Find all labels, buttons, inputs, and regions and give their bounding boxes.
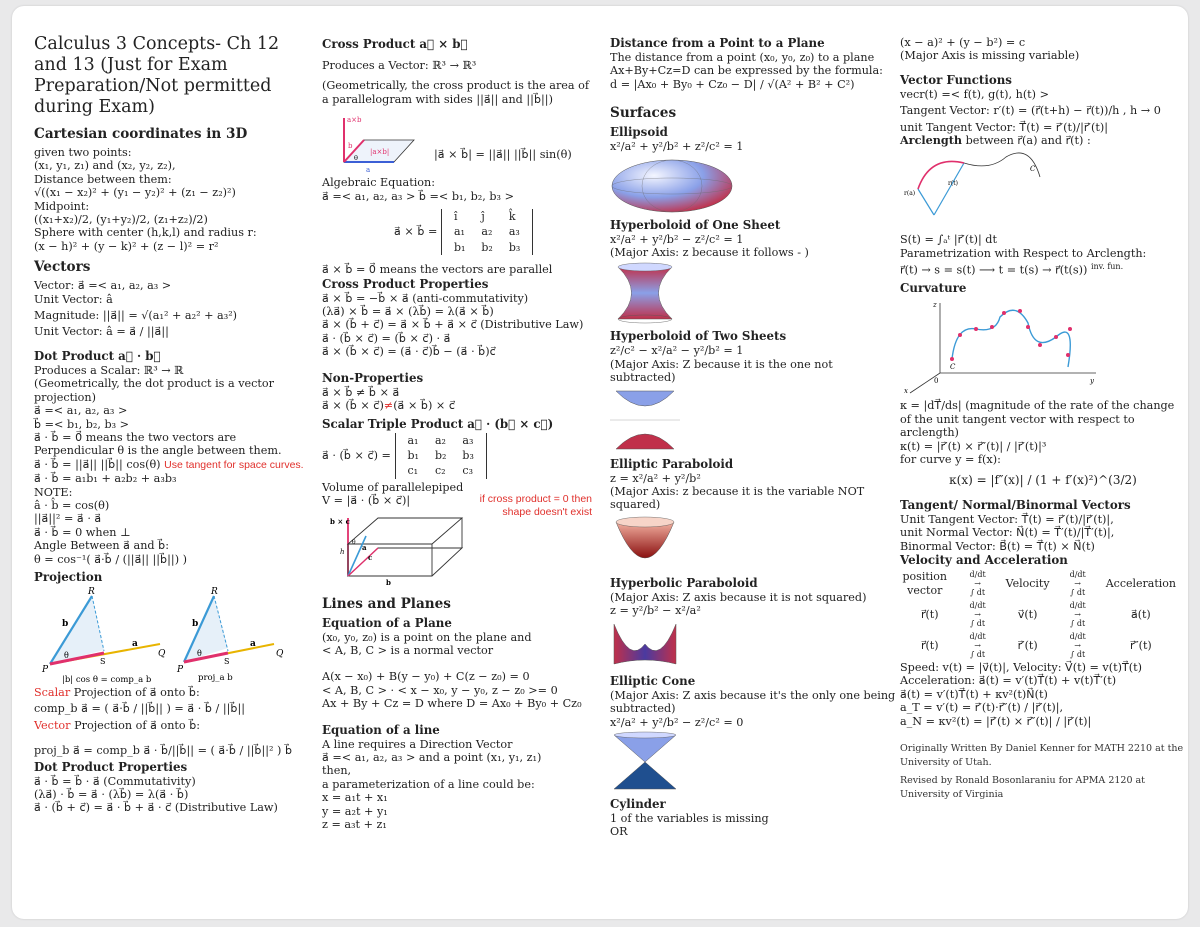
vector-functions-heading: Vector Functions	[900, 72, 1012, 87]
column-1	[34, 34, 304, 815]
arclength-line	[900, 134, 1186, 147]
fig-label-area: |a×b|	[370, 148, 390, 157]
line-line: a⃗ =< a₁, a₂, a₃ > and a point (x₁, y₁, z₁)	[322, 750, 542, 764]
vectors-heading: Vectors	[34, 259, 91, 276]
credit-line: Originally Written By Daniel Kenner for MATH 2210 at the University of Utah.	[900, 743, 1184, 769]
va-line: a_N = κv²(t) = |r⃗′(t) × r⃗″(t)| / |r⃗′(t)|	[900, 714, 1092, 728]
distance-formula: √((x₁ − x₂)² + (y₁ − y₂)² + (z₁ − z₂)²)	[34, 186, 236, 200]
int-label: ∫ dt	[970, 619, 986, 629]
curvature-fx-label: for curve y = f(x):	[900, 453, 1001, 467]
surface-equation: z = y²/b² − x²/a²	[610, 604, 701, 618]
fig-label-z: z	[933, 301, 937, 310]
line-equation-heading: Equation of a line	[322, 722, 440, 737]
parallelepiped-figure	[322, 514, 472, 586]
distance-formula: d = |Ax₀ + By₀ + Cz₀ − D| / √(A² + B² + C²)	[610, 77, 855, 91]
credits	[900, 742, 1186, 802]
dot-line: a⃗ · b⃗ = a₁b₁ + a₂b₂ + a₃b₃	[34, 472, 177, 486]
fig-label-S: S	[100, 656, 106, 666]
vf-line: unit Tangent Vector: T⃗(t) = r⃗′(t)/|r⃗′(t)|	[900, 120, 1108, 134]
dot-line: b⃗ =< b₁, b₂, b₃ >	[34, 417, 130, 431]
fig-caption-proj: proj_a b	[198, 672, 233, 683]
surface-description: (Major Axis: Z axis because it is not squared)	[610, 590, 867, 604]
ddt-label: d/dt	[1069, 632, 1086, 642]
lines-planes-heading: Lines and Planes	[322, 595, 451, 612]
plane-line: Ax + By + Cz = D where D = Ax₀ + By₀ + Cz₀	[322, 697, 582, 711]
va-label: Velocity	[1005, 576, 1050, 590]
dot-line: a⃗ · b⃗ = 0⃗ means the two vectors are	[34, 430, 237, 444]
det-cell: î	[453, 210, 458, 224]
line-line: z = a₃t + z₁	[322, 818, 387, 831]
sphere-formula: (x − h)² + (y − k)² + (z − l)² = r²	[34, 239, 219, 253]
fig-label-a: a	[250, 638, 256, 649]
fig-label-S: S	[224, 656, 230, 666]
fig-label-b: b	[192, 618, 199, 629]
fig-label-P: P	[42, 664, 49, 675]
fig-label-theta: θ	[197, 648, 202, 658]
plane-line: A(x − x₀) + B(y − y₀) + C(z − z₀) = 0	[322, 670, 530, 684]
projection-heading: Projection	[34, 569, 103, 584]
cylinder-equation: (x − a)² + (y − b²) = c	[900, 36, 1026, 49]
fig-label-b: b	[348, 142, 353, 151]
cartesian-line: Midpoint:	[34, 199, 90, 213]
dot-product-heading: Dot Product a⃗ · b⃗	[34, 348, 161, 363]
dot-line: ||a⃗||² = a⃗ · a⃗	[34, 512, 102, 526]
fig-label-ra: r(a)	[904, 190, 916, 198]
scalar-word: Scalar	[34, 685, 71, 699]
cross-property-line: (λa⃗) × b⃗ = a⃗ × (λb⃗) = λ(a⃗ × b⃗)	[322, 305, 494, 319]
fig-label-b: b	[386, 577, 391, 586]
ddt-label: d/dt	[969, 632, 986, 642]
surface-description: (Major Axis: z because it follows - )	[610, 246, 809, 260]
algebraic-label: Algebraic Equation:	[322, 176, 436, 190]
cross-geometric: (Geometrically, the cross product is the area of a parallelogram with sides ||a⃗|| and ||b⃗||)	[322, 79, 590, 106]
projection-figure-scalar	[41, 587, 166, 684]
volume-label: Volume of parallelepiped	[322, 480, 464, 494]
det-matrix	[395, 433, 487, 479]
vectors-section	[34, 279, 304, 339]
tnb-line: Binormal Vector: B⃗(t) = T⃗(t) × N⃗(t)	[900, 539, 1095, 553]
ellipsoid-figure	[610, 156, 740, 214]
fig-caption-comp: |b| cos θ = comp_a b	[62, 674, 152, 684]
det-cell: c₂	[434, 464, 446, 478]
non-prop-a: a⃗ × (b⃗ × c⃗)	[322, 399, 384, 413]
dot-property-line: a⃗ · (b⃗ + c⃗) = a⃗ · b⃗ + a⃗ · c⃗ (Distributive Law)	[34, 801, 278, 815]
arclength-param	[900, 260, 1186, 277]
fig-label-R: R	[211, 586, 218, 597]
va-line: Speed: v(t) = |v⃗(t)|, Velocity: V⃗(t) = v(t)T⃗(t)	[900, 661, 1143, 675]
plane-line: < A, B, C > · < x − x₀, y − y₀, z − z₀ >= 0	[322, 683, 558, 697]
vf-line: vecr(t) =< f(t), g(t), h(t) >	[900, 87, 1049, 101]
algebraic-vectors: a⃗ =< a₁, a₂, a₃ > b⃗ =< b₁, b₂, b₃ >	[322, 189, 514, 203]
det-lhs: a⃗ × b⃗ =	[394, 225, 438, 239]
va-cell: v⃗(t)	[1017, 607, 1038, 621]
dot-line: a⃗ · b⃗ = 0 when ⊥	[34, 525, 131, 539]
vector-line: Magnitude: ||a⃗|| = √(a₁² + a₂² + a₃²)	[34, 309, 238, 323]
elliptic-cone-figure	[610, 731, 680, 793]
dot-properties-heading: Dot Product Properties	[34, 759, 188, 774]
cross-product-heading: Cross Product a⃗ × b⃗	[322, 37, 468, 51]
arclength-word: Arclength	[900, 133, 963, 148]
dot-property-line: a⃗ · b⃗ = b⃗ · a⃗ (Commutativity)	[34, 774, 196, 788]
fig-label-C: C	[950, 363, 956, 372]
volume-formula: V = |a⃗ · (b⃗ × c⃗)|	[322, 494, 411, 508]
tnb-line: Unit Tangent Vector: T⃗(t) = r⃗′(t)/|r⃗′(t)|,	[900, 512, 1114, 526]
fig-label-Q: Q	[276, 648, 284, 659]
cross-property-line: a⃗ × (b⃗ × c⃗) = (a⃗ · c⃗)b⃗ − (a⃗ · b⃗)c⃗	[322, 345, 496, 359]
fig-label-h: h	[340, 547, 345, 556]
cheat-sheet-page	[12, 6, 1188, 919]
va-cell: r⃗′(t)	[1017, 638, 1038, 652]
fig-label-y: y	[1090, 377, 1094, 386]
scalar-projection-line	[34, 686, 304, 699]
vector-line: Unit Vector: â	[34, 292, 113, 306]
det-cell: b₂	[481, 240, 493, 254]
curvature-formula: κ(t) = |r⃗′(t) × r⃗″(t)| / |r⃗′(t)|³	[900, 439, 1047, 453]
ddt-label: d/dt	[1069, 570, 1086, 580]
det-cell: a₁	[407, 433, 419, 447]
va-cell: a⃗(t)	[1130, 607, 1151, 621]
elliptic-paraboloid-figure	[610, 514, 680, 572]
dot-line: a⃗ =< a₁, a₂, a₃ >	[34, 404, 128, 418]
distance-text: The distance from a point (x₀, y₀, z₀) to a plane Ax+By+Cz=D can be expressed by the formula:	[610, 51, 883, 78]
va-line: a_T = v′(t) = r⃗′(t)·r⃗″(t) / |r⃗′(t)|,	[900, 701, 1064, 715]
cross-property-line: a⃗ · (b⃗ × c⃗) = (b⃗ × c⃗) · a⃗	[322, 331, 451, 345]
va-line: a⃗(t) = v′(t)T⃗(t) + κv²(t)N⃗(t)	[900, 687, 1048, 701]
vector-projection-formula: proj_b a⃗ = comp_b a⃗ · b⃗/||b⃗|| = ( a⃗·b⃗ / ||b⃗||² ) b⃗	[34, 744, 293, 758]
cylinder-description: (Major Axis is missing variable)	[900, 49, 1080, 63]
det-cell: b₁	[407, 448, 419, 462]
va-cell: r⃗(t)	[920, 638, 939, 652]
cross-magnitude: |a⃗ × b⃗| = ||a⃗|| ||b⃗|| sin(θ)	[434, 148, 572, 162]
column-4	[900, 36, 1186, 802]
int-label: ∫ dt	[970, 650, 986, 660]
volume-block	[322, 480, 594, 518]
ddt-label: d/dt	[969, 570, 986, 580]
distance-heading: Distance from a Point to a Plane	[610, 36, 825, 50]
det-cell: b₃	[508, 240, 521, 254]
velocity-acceleration-heading: Velocity and Acceleration	[900, 553, 1068, 568]
plane-line: (x₀, y₀, z₀) is a point on the plane and	[322, 630, 532, 644]
int-label: ∫ dt	[1070, 619, 1086, 629]
tnb-line: unit Normal Vector: N⃗(t) = T⃗′(t)/|T⃗′(t)|,	[900, 526, 1115, 540]
surface-description: (Major Axis: z because it is the variable NOT squared)	[610, 485, 865, 512]
non-prop-b: (a⃗ × b⃗) × c⃗	[393, 399, 455, 413]
surface-equation: z = x²/a² + y²/b²	[610, 471, 701, 485]
vf-line: Tangent Vector: r′(t) = (r⃗(t+h) − r⃗(t))/h , h → 0	[900, 104, 1161, 118]
velocity-acceleration-table: position vector d/dt → ∫ dt Velocity d/dt → ∫ dt Acceleration r⃗(t) d/dt → ∫ dt v⃗(t) d/dt → ∫ dt a⃗(t) r⃗(t) d/dt → ∫ dt r⃗′(t) d/dt → ∫ dt r⃗″(t)	[900, 568, 1186, 661]
line-line: a parameterization of a line could be:	[322, 777, 535, 791]
det-cell: a₃	[508, 225, 520, 239]
cartesian-line: Sphere with center (h,k,l) and radius r:	[34, 226, 257, 240]
arclength-param-formula: r⃗(t) → s = s(t) ⟶ t = t(s) → r⃗(t(s))	[900, 263, 1088, 277]
curvature-def: κ = |dT⃗/ds| (magnitude of the rate of the change of the unit tangent vector with respect to arclength)	[900, 399, 1175, 440]
surface-name: Hyperboloid of One Sheet	[610, 217, 781, 232]
int-label: ∫ dt	[970, 588, 986, 598]
det-cell: a₂	[481, 225, 493, 239]
curvature-heading: Curvature	[900, 281, 967, 296]
cross-parallel: a⃗ × b⃗ = 0⃗ means the vectors are parallel	[322, 263, 553, 277]
hyperbolic-paraboloid-figure	[610, 620, 680, 670]
fig-label-P: P	[177, 664, 184, 675]
fig-label-theta: θ	[64, 650, 69, 660]
fig-label-theta: θ	[354, 154, 358, 163]
dot-cos-line	[34, 458, 304, 472]
cross-property-line: a⃗ × (b⃗ + c⃗) = a⃗ × b⃗ + a⃗ × c⃗ (Distributive Law)	[322, 318, 584, 332]
cross-produces: Produces a Vector: ℝ³ → ℝ³	[322, 59, 477, 72]
line-line: y = a₂t + y₁	[322, 804, 388, 818]
dot-line: NOTE:	[34, 485, 73, 499]
surface-equation: z²/c² − x²/a² − y²/b² = 1	[610, 344, 744, 358]
det-cell: b₃	[462, 448, 474, 462]
column-3	[610, 36, 896, 839]
triple-note: if cross product = 0 then shape doesn't exist	[479, 492, 592, 518]
surface-equation: x²/a² + y²/b² − z²/c² = 1	[610, 232, 744, 246]
vector-line: Unit Vector: â = a⃗ / ||a⃗||	[34, 325, 169, 339]
det-cell: k̂	[508, 210, 516, 224]
surface-or: OR	[610, 825, 628, 839]
dot-line: θ = cos⁻¹( a⃗·b⃗ / (||a⃗|| ||b⃗||) )	[34, 552, 187, 566]
triple-product-heading: Scalar Triple Product a⃗ · (b⃗ × c⃗)	[322, 416, 554, 431]
tnb-heading: Tangent/ Normal/Binormal Vectors	[900, 497, 1131, 512]
non-property-line	[322, 399, 594, 412]
surface-name: Cylinder	[610, 796, 666, 811]
scalar-projection-formula: comp_b a⃗ = ( a⃗·b⃗ / ||b⃗|| ) = a⃗ · b⃗ / ||b⃗||	[34, 702, 246, 716]
fig-label-x: x	[904, 387, 908, 396]
int-label: ∫ dt	[1070, 588, 1086, 598]
page-title: Calculus 3 Concepts- Ch 12 and 13 (Just for Exam Preparation/Not permitted during Exam)	[34, 34, 280, 117]
det-cell: a₁	[453, 225, 465, 239]
det-cell: b₁	[453, 240, 466, 254]
dot-line: Angle Between a⃗ and b⃗:	[34, 539, 169, 553]
vector-line: Vector: a⃗ =< a₁, a₂, a₃ >	[34, 279, 172, 293]
non-prop-neq: ≠	[383, 399, 394, 413]
arclength-figure	[900, 149, 1050, 229]
vector-projection-line	[34, 719, 304, 732]
cartesian-line: (x₁, y₁, z₁) and (x₂, y₂, z₂),	[34, 159, 176, 173]
det-cell: ĵ	[481, 210, 485, 224]
plane-equation-heading: Equation of a Plane	[322, 615, 452, 630]
cartesian-line: given two points:	[34, 146, 132, 159]
fig-label-bxc: b × c	[330, 516, 350, 526]
plane-line: < A, B, C > is a normal vector	[322, 643, 494, 657]
non-properties-heading: Non-Properties	[322, 370, 424, 385]
surface-description: (Major Axis: Z because it is the one not subtracted)	[610, 357, 833, 385]
hyperboloid-one-sheet-figure	[610, 261, 680, 325]
ddt-label: d/dt	[1069, 601, 1086, 611]
fig-label-c: c	[368, 552, 373, 562]
fig-label-R: R	[88, 586, 95, 597]
scalar-rest: Projection of a⃗ onto b⃗:	[73, 685, 200, 699]
curvature-figure	[900, 297, 1100, 397]
surface-name: Ellipsoid	[610, 125, 668, 140]
surface-description: (Major Axis: Z axis because it's the only one being subtracted)	[610, 688, 896, 716]
hyperboloid-two-sheets-figure	[610, 387, 680, 453]
surface-name: Hyperboloid of Two Sheets	[610, 329, 787, 344]
cross-determinant	[394, 209, 594, 255]
arclength-param-label: Parametrization with Respect to Arclength:	[900, 246, 1147, 260]
cross-product-figure	[322, 110, 422, 178]
ddt-label: d/dt	[969, 601, 986, 611]
det-cell: b₂	[434, 448, 447, 462]
triple-determinant	[322, 433, 594, 479]
inv-fun-label: inv. fun.	[1090, 262, 1124, 272]
credit-line: Revised by Ronald Bosonlaraniu for APMA 2120 at University of Virginia	[900, 775, 1145, 801]
fig-label-a: a	[366, 166, 371, 175]
surface-name: Elliptic Cone	[610, 673, 696, 688]
fig-label-a: a	[362, 542, 367, 552]
fig-label-rt: r(t)	[948, 180, 958, 188]
dot-cos-formula: a⃗ · b⃗ = ||a⃗|| ||b⃗|| cos(θ)	[34, 457, 161, 471]
line-line: x = a₁t + x₁	[322, 791, 388, 805]
dot-property-line: (λa⃗) · b⃗ = a⃗ · (λb⃗) = λ(a⃗ · b⃗)	[34, 788, 189, 801]
line-line: then,	[322, 764, 352, 778]
cartesian-line: Distance between them:	[34, 172, 172, 186]
dot-line: â · b̂ = cos(θ)	[34, 498, 110, 512]
dot-product-section	[34, 364, 304, 566]
va-label: Acceleration	[1105, 576, 1176, 590]
det-cell: a₂	[434, 433, 446, 447]
surface-description: 1 of the variables is missing	[610, 811, 769, 825]
non-property-line: a⃗ × b⃗ ≠ b⃗ × a⃗	[322, 385, 400, 399]
va-line: Acceleration: a⃗(t) = v′(t)T⃗(t) + v(t)T⃗′(t)	[900, 674, 1117, 688]
fig-label-axb: a×b	[347, 116, 362, 125]
fig-label-origin: 0	[934, 377, 939, 386]
cartesian-heading: Cartesian coordinates in 3D	[34, 126, 248, 142]
det-matrix	[441, 209, 533, 255]
fig-label-theta: θ	[352, 538, 356, 546]
fig-label-a: a	[132, 638, 138, 649]
vector-word: Vector	[34, 718, 71, 732]
vector-rest: Projection of a⃗ onto b⃗:	[74, 718, 201, 732]
midpoint-formula: ((x₁+x₂)/2, (y₁+y₂)/2, (z₁+z₂)/2)	[34, 213, 208, 227]
projection-figures	[34, 586, 304, 684]
line-line: A line requires a Direction Vector	[322, 737, 513, 751]
det-cell: c₃	[462, 464, 473, 478]
cross-property-line: a⃗ × b⃗ = −b⃗ × a⃗ (anti-commutativity)	[322, 291, 529, 305]
dot-cos-note: Use tangent for space curves.	[164, 458, 304, 471]
va-cell: r⃗″(t)	[1130, 638, 1152, 652]
fig-label-Q: Q	[158, 648, 166, 659]
int-label: ∫ dt	[1070, 650, 1086, 660]
det-cell: a₃	[462, 433, 474, 447]
plane-line	[322, 657, 594, 670]
column-2	[322, 34, 594, 831]
arclength-integral: S(t) = ∫ₐᵗ |r⃗′(t)| dt	[900, 233, 997, 247]
fig-label-C: C	[1030, 165, 1036, 174]
dot-line: Perpendicular θ is the angle between them.	[34, 444, 282, 458]
cross-figure-row	[322, 106, 594, 176]
cross-properties-heading: Cross Product Properties	[322, 276, 489, 291]
va-cell: r⃗(t)	[920, 607, 939, 621]
projection-figure-vector	[176, 587, 284, 683]
va-label: position vector	[902, 570, 947, 597]
cartesian-section	[34, 146, 304, 253]
surface-equation: x²/a² + y²/b² − z²/c² = 0	[610, 715, 744, 729]
curvature-fx-formula: κ(x) = |f″(x)| / (1 + f′(x)²)^(3/2)	[949, 473, 1137, 488]
dot-line: Produces a Scalar: ℝ³ → ℝ	[34, 363, 184, 377]
surfaces-heading: Surfaces	[610, 105, 677, 122]
surface-name: Elliptic Paraboloid	[610, 456, 734, 471]
dot-line: (Geometrically, the dot product is a vector projection)	[34, 377, 274, 404]
det-lhs: a⃗ · (b⃗ × c⃗) =	[322, 448, 391, 462]
surface-name: Hyperbolic Paraboloid	[610, 575, 758, 590]
surface-equation: x²/a² + y²/b² + z²/c² = 1	[610, 140, 744, 154]
arclength-rest: between r⃗(a) and r⃗(t) :	[965, 134, 1091, 148]
fig-label-b: b	[62, 618, 69, 629]
det-cell: c₁	[407, 464, 419, 478]
